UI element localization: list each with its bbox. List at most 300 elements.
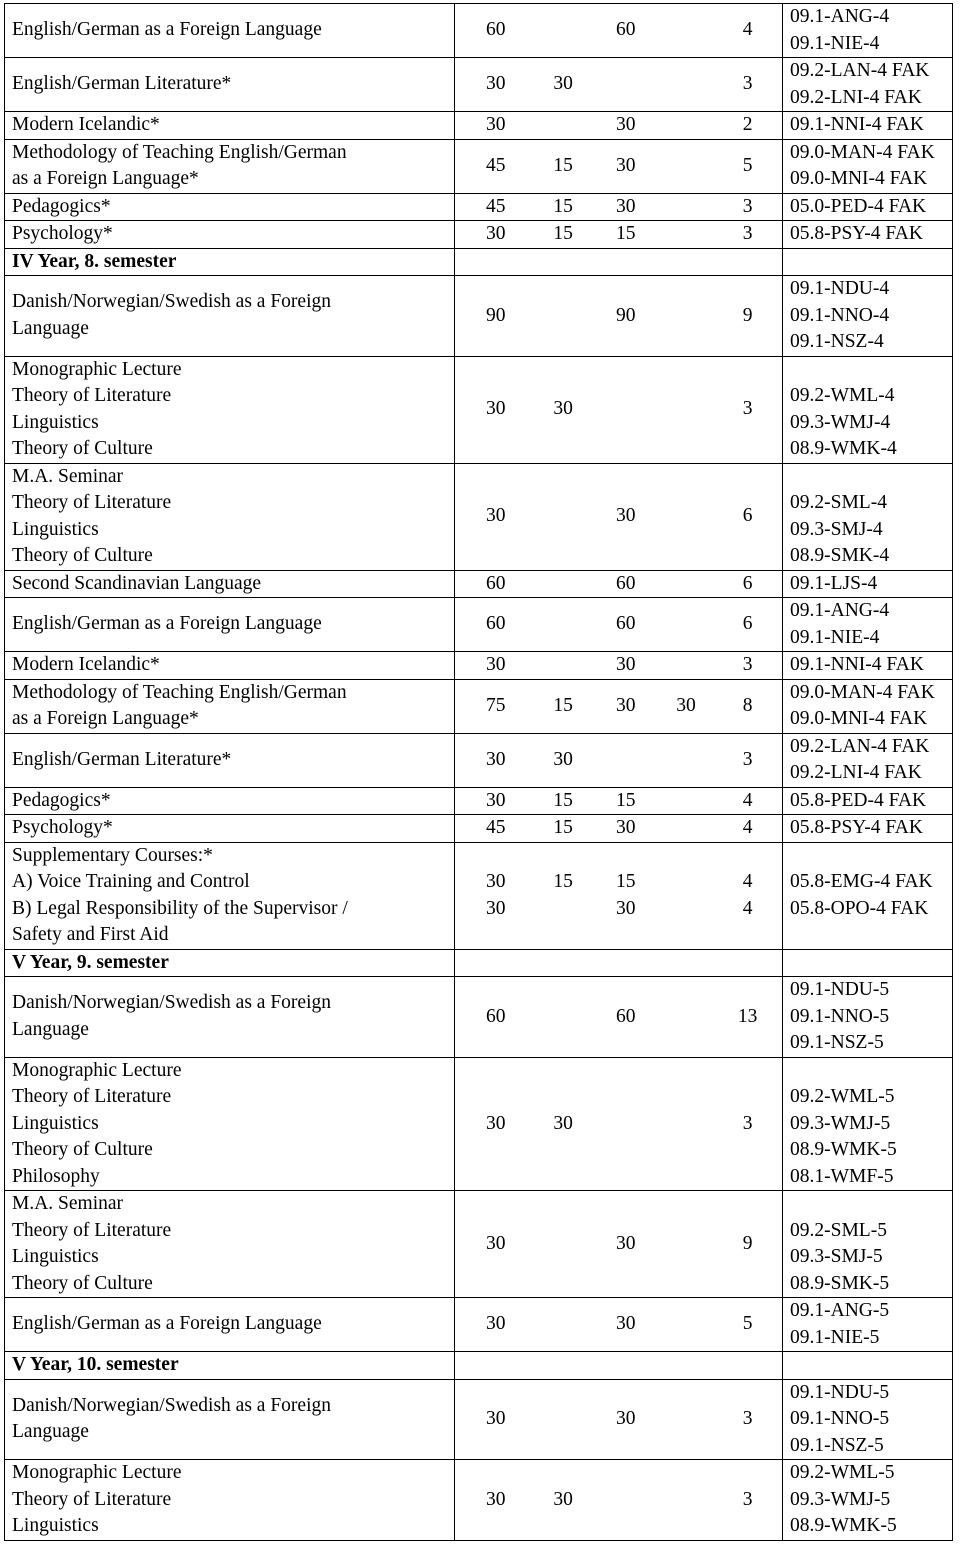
lab-hours xyxy=(655,869,718,896)
course-row xyxy=(5,112,953,140)
hours-cell xyxy=(455,1460,783,1541)
course-name xyxy=(5,815,455,843)
course-name xyxy=(5,598,455,652)
course-row xyxy=(5,58,953,112)
lecture-hours xyxy=(529,1311,596,1338)
lab-hours xyxy=(655,747,718,774)
course-code-cell xyxy=(783,193,953,221)
course-code-cell xyxy=(783,276,953,357)
lecture-hours xyxy=(529,922,596,949)
total-hours xyxy=(462,843,529,870)
course-code-cell xyxy=(783,139,953,193)
course-code: 09.3-WMJ-4 xyxy=(790,411,891,433)
total-hours: 30 xyxy=(485,871,506,892)
lecture-hours: 30 xyxy=(553,748,573,770)
course-code: 09.1-NDU-5 xyxy=(790,979,890,1000)
hours-cell xyxy=(455,1298,783,1352)
hours-cell xyxy=(455,598,783,652)
course-code-cell xyxy=(783,598,953,652)
total-hours: 30 xyxy=(485,505,506,527)
course-code: 09.3-SMJ-4 xyxy=(790,518,883,540)
total-hours xyxy=(462,922,529,949)
course-code: 09.2-WML-4 xyxy=(790,385,895,406)
course-name-line: A) Voice Training and Control xyxy=(12,871,250,892)
course-code: 05.0-PED-4 FAK xyxy=(790,195,927,217)
class-hours xyxy=(597,396,655,423)
ects-points: 3 xyxy=(742,1112,753,1134)
course-row xyxy=(5,787,953,815)
hours-cell xyxy=(455,221,783,249)
lab-hours xyxy=(655,153,718,180)
course-code: 08.9-SMK-5 xyxy=(790,1272,890,1294)
course-row xyxy=(5,570,953,598)
lecture-hours: 15 xyxy=(553,154,573,176)
course-row xyxy=(5,598,953,652)
course-code: 09.1-ANG-4 xyxy=(790,600,890,621)
course-code xyxy=(790,1058,948,1085)
class-hours: 30 xyxy=(616,195,636,217)
course-row xyxy=(5,842,953,949)
lecture-hours xyxy=(529,843,596,870)
course-code: 05.8-EMG-4 FAK xyxy=(790,871,933,892)
lab-hours xyxy=(655,1231,718,1258)
course-name-line: English/German as a Foreign Language xyxy=(12,613,322,635)
total-hours: 75 xyxy=(485,694,506,716)
lab-hours xyxy=(655,1487,718,1514)
ects-points: 4 xyxy=(742,871,753,892)
course-row xyxy=(5,276,953,357)
ects-points: 3 xyxy=(742,1488,753,1510)
lecture-hours xyxy=(529,652,596,679)
ects-points: 5 xyxy=(742,1313,753,1335)
class-hours: 15 xyxy=(616,223,636,244)
ects-points: 4 xyxy=(742,897,753,919)
course-code: 09.0-MNI-4 FAK xyxy=(790,708,928,729)
course-name-line: Psychology* xyxy=(12,817,113,838)
class-hours: 90 xyxy=(616,304,636,326)
hours-cell xyxy=(455,652,783,680)
lecture-hours: 30 xyxy=(553,1112,573,1134)
course-name-line: Philosophy xyxy=(12,1165,100,1187)
course-name xyxy=(5,787,455,815)
course-code-cell xyxy=(783,1298,953,1352)
lab-hours xyxy=(655,611,718,638)
course-code: 09.2-LNI-4 FAK xyxy=(790,762,922,783)
total-hours: 60 xyxy=(485,613,506,635)
total-hours: 45 xyxy=(485,195,506,217)
lecture-hours: 30 xyxy=(553,398,573,420)
course-name-line: Modern Icelandic* xyxy=(12,654,160,675)
course-code-cell xyxy=(783,977,953,1058)
course-code: 08.9-WMK-5 xyxy=(790,1515,897,1536)
class-hours: 30 xyxy=(616,154,636,176)
course-name-line: Theory of Culture xyxy=(12,545,153,566)
total-hours: 30 xyxy=(485,398,506,420)
course-code: 09.1-NNO-4 xyxy=(790,304,890,326)
course-code: 09.2-SML-5 xyxy=(790,1219,887,1241)
course-code: 09.2-WML-5 xyxy=(790,1086,895,1107)
course-name-line: Linguistics xyxy=(12,518,99,540)
ects-points: 3 xyxy=(742,223,753,244)
course-name-line: English/German as a Foreign Language xyxy=(12,1313,322,1335)
course-name-line: Theory of Literature xyxy=(12,492,172,513)
course-code-cell xyxy=(783,570,953,598)
course-code: 09.1-NIE-5 xyxy=(790,1326,880,1348)
course-code-cell xyxy=(783,248,953,276)
total-hours: 45 xyxy=(485,817,506,838)
class-hours xyxy=(597,1111,655,1138)
lab-hours xyxy=(655,396,718,423)
course-code xyxy=(790,1191,948,1218)
course-name-line: M.A. Seminar xyxy=(12,465,124,487)
course-row xyxy=(5,652,953,680)
class-hours xyxy=(597,71,655,98)
course-row xyxy=(5,679,953,733)
course-name-line: Theory of Literature xyxy=(12,1488,172,1510)
course-code: 09.2-SML-4 xyxy=(790,492,887,513)
course-name xyxy=(5,652,455,680)
lab-hours xyxy=(655,71,718,98)
course-name-line: Methodology of Teaching English/German xyxy=(12,141,347,163)
lab-hours xyxy=(655,1004,718,1031)
study-plan-table xyxy=(4,3,953,1541)
lab-hours xyxy=(655,1406,718,1433)
lab-hours xyxy=(655,922,718,949)
course-row xyxy=(5,463,953,570)
class-hours: 30 xyxy=(616,817,636,838)
ects-points: 13 xyxy=(737,1005,758,1027)
course-code: 09.1-NDU-5 xyxy=(790,1381,890,1403)
hours-cell xyxy=(455,787,783,815)
total-hours: 30 xyxy=(485,654,506,675)
lecture-hours xyxy=(529,503,596,530)
course-code xyxy=(790,464,948,491)
course-code: 08.9-SMK-4 xyxy=(790,545,890,566)
course-name-line: Methodology of Teaching English/German xyxy=(12,681,347,703)
lab-hours xyxy=(655,194,718,221)
course-name xyxy=(5,112,455,140)
total-hours: 60 xyxy=(485,1005,506,1027)
course-name-line: Monographic Lecture xyxy=(12,1059,182,1081)
course-row xyxy=(5,1379,953,1460)
course-code-cell xyxy=(783,112,953,140)
course-name-line: Danish/Norwegian/Swedish as a Foreign xyxy=(12,291,331,313)
lecture-hours: 15 xyxy=(553,789,573,811)
ects-points: 3 xyxy=(742,1408,753,1429)
course-code: 05.8-PSY-4 FAK xyxy=(790,223,923,244)
total-hours: 30 xyxy=(485,1112,506,1134)
total-hours: 45 xyxy=(485,154,506,176)
course-code-cell xyxy=(783,1379,953,1460)
lecture-hours: 15 xyxy=(553,694,573,716)
total-hours: 30 xyxy=(485,114,506,135)
hours-cell xyxy=(455,112,783,140)
course-name xyxy=(5,977,455,1058)
course-row xyxy=(5,356,953,463)
class-hours: 30 xyxy=(616,505,636,527)
course-name-line: as a Foreign Language* xyxy=(12,168,199,189)
course-name-line: Language xyxy=(12,1421,89,1443)
course-name-line: B) Legal Responsibility of the Supervisor / xyxy=(12,897,348,919)
course-code-cell xyxy=(783,58,953,112)
course-name-line: Theory of Culture xyxy=(12,1272,153,1294)
hours-cell xyxy=(455,949,783,977)
lab-hours xyxy=(655,788,718,815)
total-hours: 30 xyxy=(485,1488,506,1510)
course-code-cell xyxy=(783,679,953,733)
course-name-line: V Year, 10. semester xyxy=(12,1354,179,1375)
semester-header-row xyxy=(5,248,953,276)
course-code-cell xyxy=(783,787,953,815)
course-code: 09.3-WMJ-5 xyxy=(790,1488,891,1510)
total-hours: 30 xyxy=(485,73,506,95)
course-name-line: V Year, 9. semester xyxy=(12,951,169,973)
course-code: 09.0-MAN-4 FAK xyxy=(790,141,935,163)
ects-points: 6 xyxy=(742,505,753,527)
semester-header-row xyxy=(5,1352,953,1380)
course-code: 09.1-NDU-4 xyxy=(790,278,890,299)
class-hours: 30 xyxy=(616,1313,636,1335)
course-name-line: Theory of Literature xyxy=(12,385,172,406)
lecture-hours: 30 xyxy=(553,1488,573,1510)
hours-cell xyxy=(455,276,783,357)
hours-cell xyxy=(455,815,783,843)
hours-cell xyxy=(455,356,783,463)
hours-cell xyxy=(455,193,783,221)
ects-points: 3 xyxy=(742,398,753,420)
course-name xyxy=(5,193,455,221)
course-name xyxy=(5,733,455,787)
course-name-line: Modern Icelandic* xyxy=(12,114,160,135)
course-name-line: Theory of Literature xyxy=(12,1086,172,1107)
course-code: 08.1-WMF-5 xyxy=(790,1165,894,1187)
course-code-cell xyxy=(783,842,953,949)
class-hours: 30 xyxy=(616,654,636,675)
hours-cell xyxy=(455,1379,783,1460)
class-hours: 30 xyxy=(616,694,636,716)
total-hours: 30 xyxy=(485,1313,506,1335)
course-code: 09.1-ANG-4 xyxy=(790,6,890,27)
lab-hours xyxy=(655,303,718,330)
course-row xyxy=(5,1298,953,1352)
course-code: 09.1-NSZ-5 xyxy=(790,1434,884,1456)
class-hours xyxy=(597,922,655,949)
semester-title xyxy=(5,248,455,276)
course-name xyxy=(5,1191,455,1298)
class-hours: 15 xyxy=(616,789,636,811)
ects-points: 9 xyxy=(742,304,753,326)
course-name-line: English/German as a Foreign Language xyxy=(12,19,322,41)
hours-cell xyxy=(455,679,783,733)
course-code: 09.1-NIE-4 xyxy=(790,626,880,648)
class-hours: 60 xyxy=(616,1005,636,1027)
total-hours: 30 xyxy=(485,223,506,244)
course-name-line: Safety and First Aid xyxy=(12,924,169,945)
lab-hours xyxy=(655,571,718,598)
course-name-line: Monographic Lecture xyxy=(12,1462,182,1483)
ects-points: 3 xyxy=(742,195,753,217)
course-code: 09.1-ANG-5 xyxy=(790,1300,890,1321)
hours-cell xyxy=(455,977,783,1058)
ects-points: 4 xyxy=(742,789,753,811)
lecture-hours: 15 xyxy=(553,871,573,892)
total-hours: 30 xyxy=(485,897,506,919)
ects-points: 8 xyxy=(742,694,753,716)
course-code-cell xyxy=(783,221,953,249)
course-name-line: Linguistics xyxy=(12,411,99,433)
course-code: 09.2-LNI-4 FAK xyxy=(790,86,922,108)
lecture-hours: 15 xyxy=(553,817,573,838)
course-code: 09.1-NSZ-4 xyxy=(790,331,884,352)
lab-hours xyxy=(655,17,718,44)
hours-cell xyxy=(455,842,783,949)
ects-points: 4 xyxy=(742,19,753,41)
lecture-hours xyxy=(529,112,596,139)
total-hours: 60 xyxy=(485,572,506,594)
course-code: 05.8-PED-4 FAK xyxy=(790,789,927,811)
course-name-line: Pedagogics* xyxy=(12,195,111,217)
course-name xyxy=(5,276,455,357)
course-row xyxy=(5,733,953,787)
lab-hours xyxy=(655,652,718,679)
total-hours: 90 xyxy=(485,304,506,326)
course-code-cell xyxy=(783,1191,953,1298)
ects-points: 6 xyxy=(742,613,753,635)
course-code xyxy=(790,922,948,949)
course-code-cell xyxy=(783,652,953,680)
lecture-hours xyxy=(529,17,596,44)
ects-points: 3 xyxy=(742,73,753,95)
course-name-line: as a Foreign Language* xyxy=(12,708,199,729)
course-code-cell xyxy=(783,733,953,787)
lab-hours xyxy=(655,896,718,923)
course-row xyxy=(5,977,953,1058)
ects-points: 5 xyxy=(742,154,753,176)
total-hours: 30 xyxy=(485,748,506,770)
study-plan-body xyxy=(5,4,953,1541)
course-name-line: Danish/Norwegian/Swedish as a Foreign xyxy=(12,1394,331,1416)
course-name-line: Second Scandinavian Language xyxy=(12,572,262,594)
course-code xyxy=(790,357,948,384)
course-code-cell xyxy=(783,815,953,843)
lecture-hours xyxy=(529,611,596,638)
total-hours: 30 xyxy=(485,1232,506,1254)
course-row xyxy=(5,1191,953,1298)
course-name-line: Theory of Culture xyxy=(12,438,153,459)
hours-cell xyxy=(455,1191,783,1298)
course-code: 09.1-NNO-5 xyxy=(790,1408,890,1429)
lab-hours xyxy=(655,843,718,870)
course-name-line: Language xyxy=(12,1018,89,1040)
lecture-hours xyxy=(529,896,596,923)
total-hours: 60 xyxy=(485,19,506,41)
course-code: 09.1-LJS-4 xyxy=(790,572,878,594)
course-code: 09.1-NNO-5 xyxy=(790,1005,890,1027)
class-hours: 30 xyxy=(616,1232,636,1254)
course-name-line: Pedagogics* xyxy=(12,789,111,811)
class-hours xyxy=(597,747,655,774)
ects-points: 3 xyxy=(742,748,753,770)
course-name xyxy=(5,221,455,249)
course-code: 09.3-SMJ-5 xyxy=(790,1246,883,1267)
course-code: 09.2-LAN-4 FAK xyxy=(790,735,930,757)
hours-cell xyxy=(455,248,783,276)
course-name xyxy=(5,58,455,112)
hours-cell xyxy=(455,139,783,193)
class-hours: 60 xyxy=(616,613,636,635)
course-name-line: English/German Literature* xyxy=(12,748,232,770)
course-name xyxy=(5,356,455,463)
course-name xyxy=(5,1379,455,1460)
course-row xyxy=(5,139,953,193)
hours-cell xyxy=(455,1352,783,1380)
course-row xyxy=(5,1057,953,1191)
course-code: 08.9-WMK-4 xyxy=(790,438,897,459)
course-name-line: Psychology* xyxy=(12,223,113,244)
ects-points xyxy=(717,922,778,949)
lab-hours xyxy=(655,1111,718,1138)
course-code-cell xyxy=(783,949,953,977)
course-code: 09.0-MNI-4 FAK xyxy=(790,168,928,189)
course-name-line: Theory of Culture xyxy=(12,1139,153,1160)
class-hours xyxy=(597,843,655,870)
lecture-hours xyxy=(529,303,596,330)
ects-points: 6 xyxy=(742,572,753,594)
class-hours: 30 xyxy=(616,114,636,135)
course-name-line: IV Year, 8. semester xyxy=(12,250,177,272)
course-code: 09.1-NSZ-5 xyxy=(790,1032,884,1053)
course-name xyxy=(5,1298,455,1352)
course-code-cell xyxy=(783,1352,953,1380)
semester-title xyxy=(5,1352,455,1380)
course-name xyxy=(5,4,455,58)
course-name-line: Supplementary Courses:* xyxy=(12,844,213,866)
course-code: 05.8-PSY-4 FAK xyxy=(790,817,923,838)
course-code: 09.1-NNI-4 FAK xyxy=(790,654,924,675)
course-code-cell xyxy=(783,356,953,463)
course-code: 09.2-LAN-4 FAK xyxy=(790,60,930,81)
course-name xyxy=(5,463,455,570)
class-hours: 30 xyxy=(616,1408,636,1429)
lab-hours: 30 xyxy=(676,694,696,716)
hours-cell xyxy=(455,1057,783,1191)
course-name xyxy=(5,1057,455,1191)
course-code: 09.1-NNI-4 FAK xyxy=(790,114,924,135)
class-hours: 60 xyxy=(616,19,636,41)
course-code-cell xyxy=(783,463,953,570)
hours-cell xyxy=(455,4,783,58)
course-row xyxy=(5,4,953,58)
course-row xyxy=(5,193,953,221)
ects-points: 9 xyxy=(742,1232,753,1254)
course-code: 09.2-WML-5 xyxy=(790,1462,895,1483)
class-hours: 15 xyxy=(616,871,636,892)
course-name-line: Monographic Lecture xyxy=(12,358,182,380)
ects-points: 3 xyxy=(742,654,753,675)
hours-cell xyxy=(455,733,783,787)
lab-hours xyxy=(655,112,718,139)
course-row xyxy=(5,815,953,843)
lab-hours xyxy=(655,1311,718,1338)
course-code-cell xyxy=(783,4,953,58)
course-name-line: Linguistics xyxy=(12,1515,99,1536)
course-name xyxy=(5,570,455,598)
course-code xyxy=(790,843,948,870)
course-code-cell xyxy=(783,1460,953,1541)
lecture-hours xyxy=(529,1406,596,1433)
course-code: 09.0-MAN-4 FAK xyxy=(790,681,935,703)
hours-cell xyxy=(455,570,783,598)
